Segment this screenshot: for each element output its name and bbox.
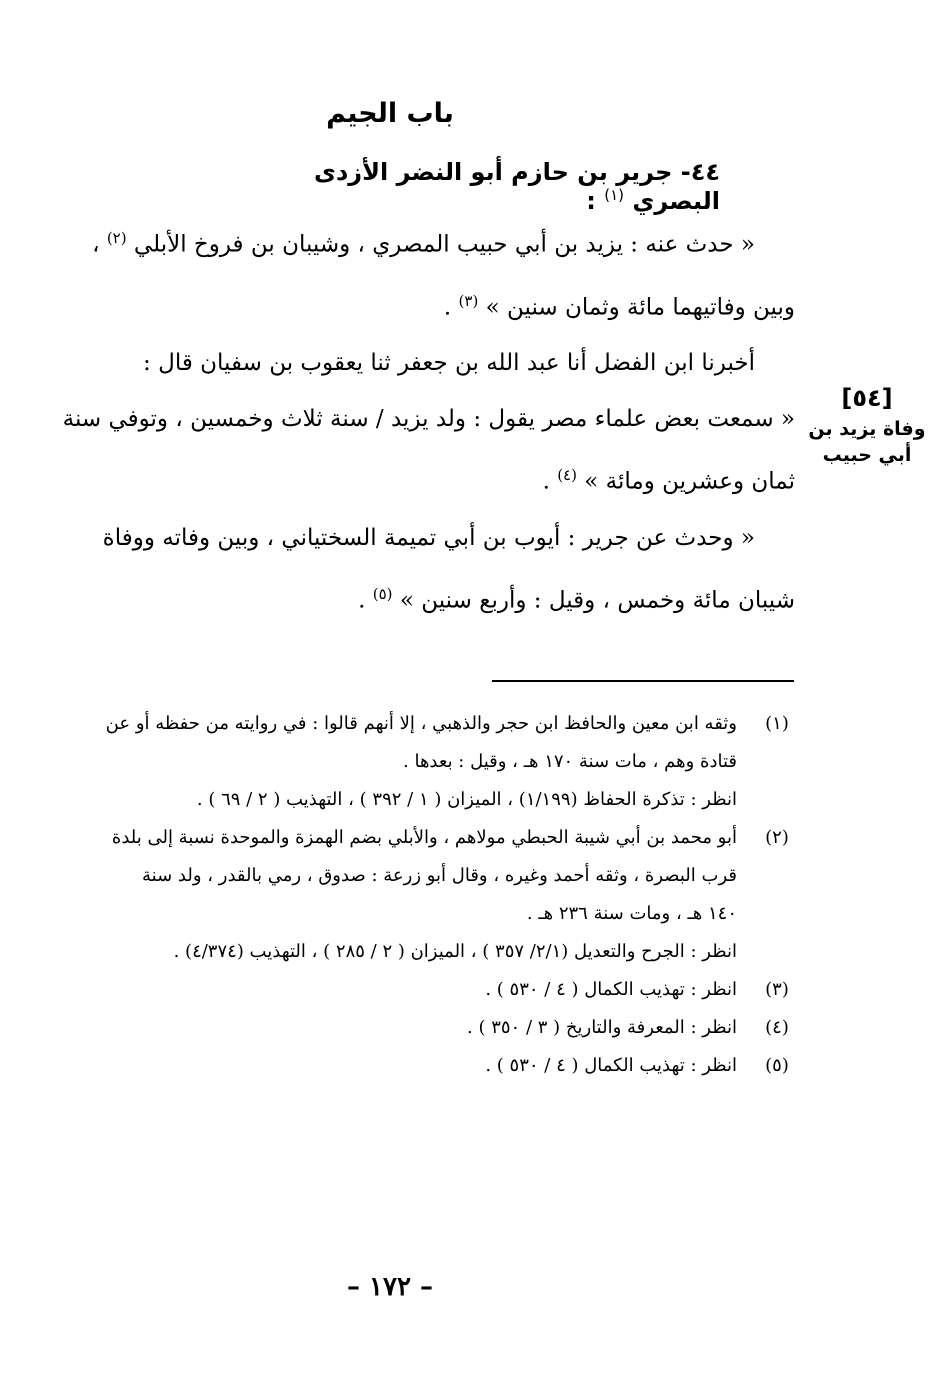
footnote-3 xyxy=(20,971,795,1009)
punctuation: . xyxy=(542,468,550,495)
margin-note xyxy=(808,380,926,468)
footnote-ref-5[interactable]: (٥) xyxy=(372,584,393,603)
punctuation: ، xyxy=(92,231,100,258)
footnote-line: انظر : تهذيب الكمال ( ٤ / ٥٣٠ ) . xyxy=(485,979,737,1000)
footnote-line: انظر : تذكرة الحفاظ (١/١٩٩) ، الميزان ( ١ / ٣٩٢ ) ، التهذيب ( ٢ / ٦٩ ) . xyxy=(196,789,737,810)
footnote-line: ١٤٠ هـ ، ومات سنة ٢٣٦ هـ . xyxy=(526,903,737,924)
paragraph-text: وبين وفاتيهما مائة وثمان سنين » xyxy=(485,294,795,321)
paragraph-1-line-1 xyxy=(20,210,795,273)
footnote-number: (٣) xyxy=(765,979,789,1000)
footnote-line: وثقه ابن معين والحافظ ابن حجر والذهبي ، إلا أنهم قالوا : في روايته من حفظه أو عن xyxy=(105,713,737,734)
margin-note-text: وفاة يزيد بن أبي حبيب xyxy=(808,418,926,466)
footnote-line: قرب البصرة ، وثقه أحمد وغيره ، وقال أبو زرعة : صدوق ، رمي بالقدر ، ولد سنة xyxy=(142,865,737,886)
footnote-ref-2[interactable]: (٢) xyxy=(106,229,127,247)
footnote-2 xyxy=(20,819,795,971)
footnote-ref-1[interactable]: (١) xyxy=(604,186,625,204)
footnote-ref-3[interactable]: (٣) xyxy=(458,291,479,310)
footnote-line: انظر : الجرح والتعديل (٢/١/ ٣٥٧ ) ، الميزان ( ٢ / ٢٨٥ ) ، التهذيب (٤/٣٧٤) . xyxy=(173,941,737,962)
footnote-number: (٢) xyxy=(765,827,789,848)
punctuation: . xyxy=(358,587,366,614)
paragraph-text: « حدث عنه : يزيد بن أبي حبيب المصري ، وشيبان بن فروخ الأبلي xyxy=(133,231,755,258)
footnote-separator xyxy=(492,680,794,682)
footnote-line: انظر : تهذيب الكمال ( ٤ / ٥٣٠ ) . xyxy=(485,1055,737,1076)
paragraph-text: ثمان وعشرين ومائة » xyxy=(584,468,795,495)
footnotes xyxy=(20,705,795,1085)
entry-title-colon: : xyxy=(586,187,596,215)
footnote-number: (٥) xyxy=(765,1055,789,1076)
footnote-1 xyxy=(20,705,795,819)
entry-heading xyxy=(250,158,720,215)
margin-note-number: [٥٤] xyxy=(841,384,893,412)
footnote-line: أبو محمد بن أبي شيبة الحبطي مولاهم ، والأبلي بضم الهمزة والموحدة نسبة إلى بلدة xyxy=(111,827,737,848)
paragraph-2-line-2: « سمعت بعض علماء مصر يقول : ولد يزيد / سنة ثلاث وخمسين ، وتوفي سنة xyxy=(62,406,795,433)
paragraph-1-line-2 xyxy=(20,273,795,336)
paragraph-3-line-2 xyxy=(20,566,795,629)
paragraph-text: شيبان مائة وخمس ، وقيل : وأربع سنين » xyxy=(399,587,795,614)
entry-title-text: ٤٤- جرير بن حازم أبو النضر الأزدى البصري xyxy=(313,158,720,215)
paragraph-3-line-1: « وحدث عن جرير : أيوب بن أبي تميمة السختياني ، وبين وفاته ووفاة xyxy=(102,524,755,551)
footnote-line: قتادة وهم ، مات سنة ١٧٠ هـ ، وقيل : بعدها . xyxy=(403,751,737,772)
paragraph-2-line-1: أخبرنا ابن الفضل أنا عبد الله بن جعفر ثنا يعقوب بن سفيان قال : xyxy=(143,350,755,377)
footnote-number: (١) xyxy=(765,713,789,734)
footnote-line: انظر : المعرفة والتاريخ ( ٣ / ٣٥٠ ) . xyxy=(467,1017,737,1038)
footnote-ref-4[interactable]: (٤) xyxy=(557,466,577,485)
page-number: – ١٧٢ – xyxy=(346,1272,434,1302)
chapter-title: باب الجيم xyxy=(326,98,454,129)
footnote-5 xyxy=(20,1047,795,1085)
footnote-4 xyxy=(20,1009,795,1047)
body-text xyxy=(20,210,795,629)
paragraph-2-line-3 xyxy=(20,447,795,510)
footnote-number: (٤) xyxy=(765,1017,789,1038)
punctuation: . xyxy=(443,294,452,321)
